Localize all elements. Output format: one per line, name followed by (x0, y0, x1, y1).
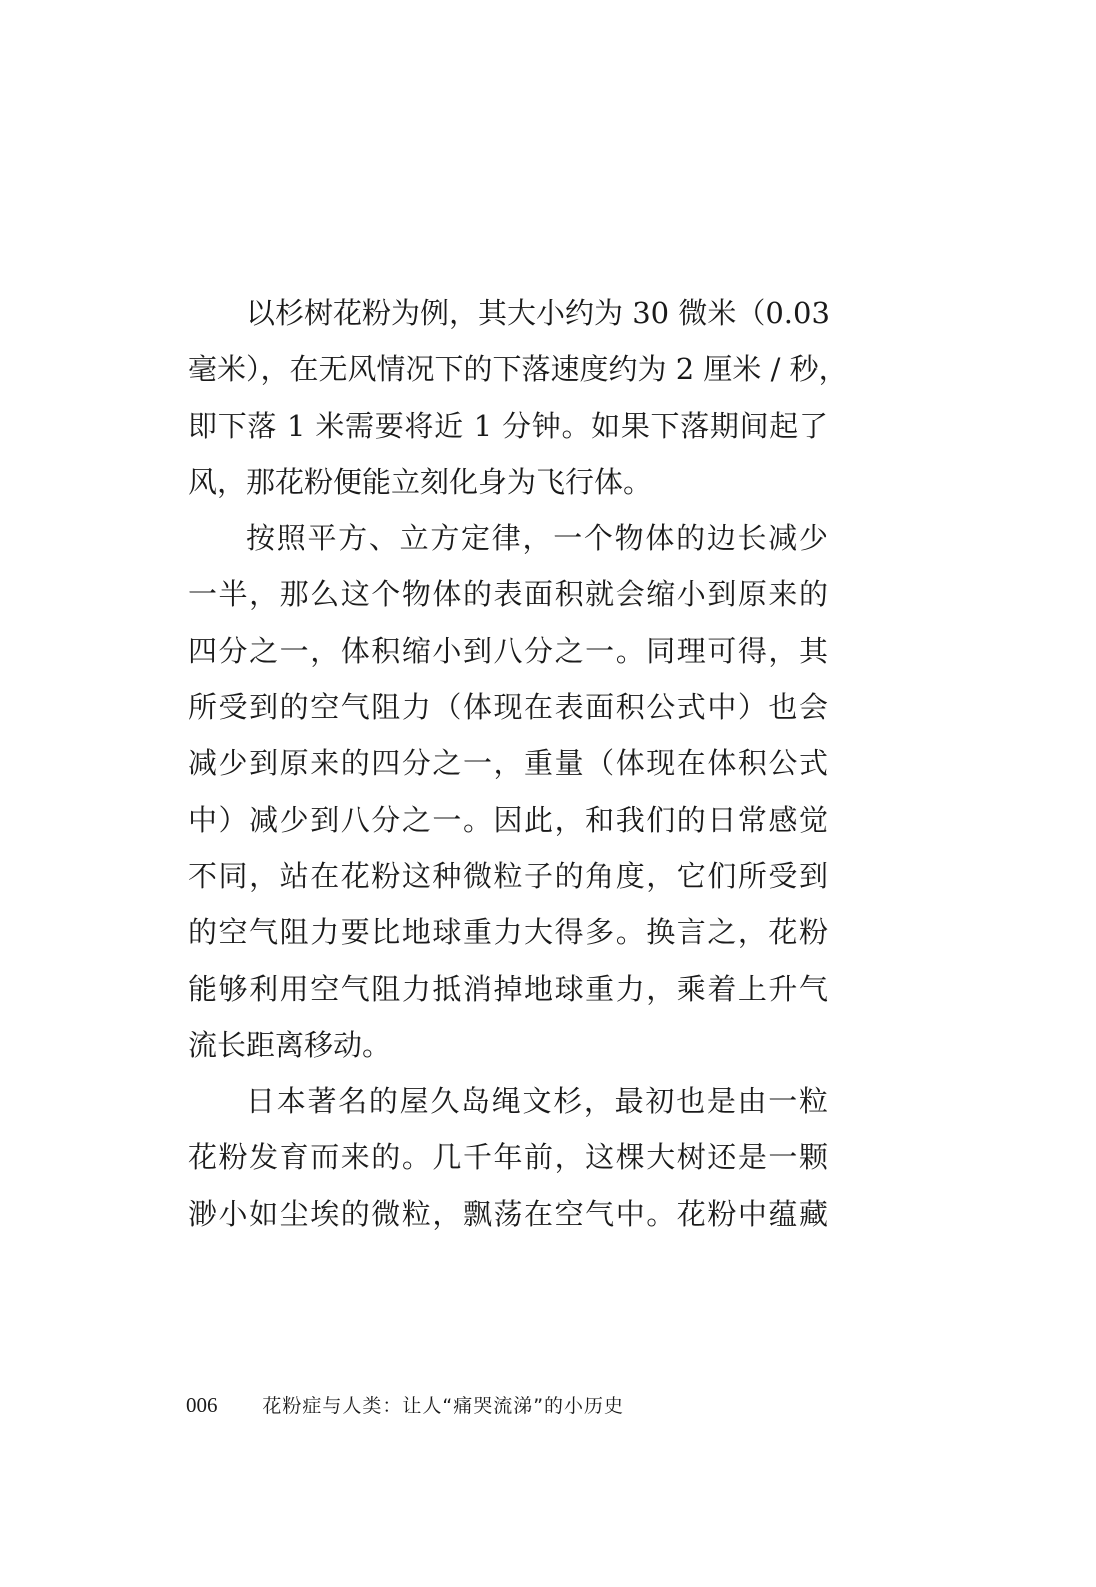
text-line: 的空气阻力要比地球重力大得多。换言之，花粉 (188, 915, 828, 950)
text-line: 以杉树花粉为例，其大小约为 30 微米（0.03 (246, 296, 830, 330)
text-line: 流长距离移动。 (188, 1027, 392, 1062)
paragraph (188, 510, 828, 1073)
page-number: 006 (186, 1393, 218, 1417)
text-line: 按照平方、立方定律，一个物体的边长减少 (246, 521, 828, 556)
paragraph (188, 1073, 828, 1242)
page-footer (186, 1390, 624, 1420)
text-line: 所受到的空气阻力（体现在表面积公式中）也会 (188, 690, 828, 725)
text-line: 中）减少到八分之一。因此，和我们的日常感觉 (188, 802, 828, 837)
text-line: 风，那花粉便能立刻化身为飞行体。 (188, 464, 653, 499)
text-line: 即下落 1 米需要将近 1 分钟。如果下落期间起了 (188, 408, 828, 443)
body-text (188, 285, 848, 1242)
text-line: 毫米），在无风情况下的下落速度约为 2 厘米 / 秒， (188, 352, 848, 387)
running-title: 花粉症与人类：让人“痛哭流涕”的小历史 (262, 1395, 625, 1417)
text-line: 花粉发育而来的。几千年前，这棵大树还是一颗 (188, 1140, 828, 1175)
text-line: 减少到原来的四分之一，重量（体现在体积公式 (188, 746, 828, 781)
text-line: 渺小如尘埃的微粒，飘荡在空气中。花粉中蕴藏 (188, 1196, 828, 1231)
text-line: 四分之一，体积缩小到八分之一。同理可得，其 (188, 633, 828, 668)
text-line: 不同，站在花粉这种微粒子的角度，它们所受到 (188, 858, 828, 893)
text-line: 一半，那么这个物体的表面积就会缩小到原来的 (188, 577, 828, 612)
text-line: 能够利用空气阻力抵消掉地球重力，乘着上升气 (188, 971, 828, 1006)
paragraph (188, 285, 848, 510)
text-line: 日本著名的屋久岛绳文杉，最初也是由一粒 (246, 1084, 828, 1119)
